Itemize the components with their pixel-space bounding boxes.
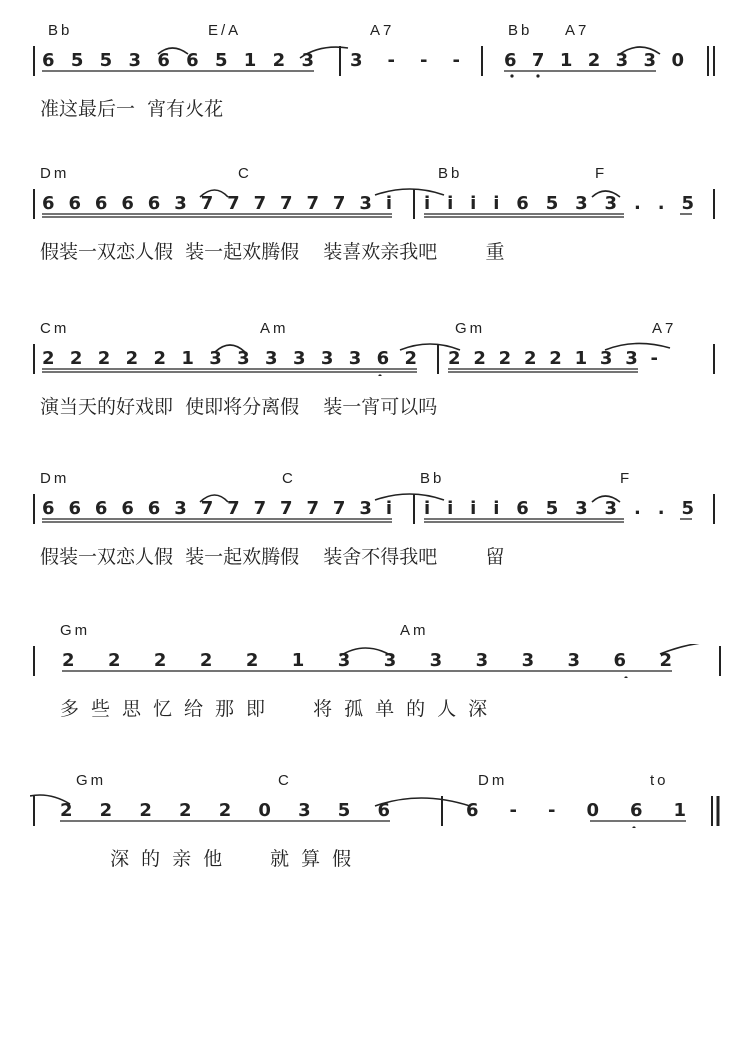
- measure-notes: 3 - - -: [350, 50, 460, 71]
- notation-row: [30, 342, 730, 376]
- measure-notes: 6 7 1 2 3 3 0: [504, 50, 684, 71]
- chord-row: [30, 22, 730, 40]
- lyric-line: 假装一双恋人假 装一起欢腾假 装喜欢亲我吧 重: [40, 241, 505, 263]
- measure-notes: 2 2 2 2 2 1 3 3 -: [448, 348, 658, 369]
- chord: Gm: [76, 772, 107, 789]
- chord-row: [30, 320, 730, 338]
- chord: Bb: [48, 22, 73, 39]
- system-2: [30, 165, 730, 275]
- chord: F: [620, 470, 633, 487]
- measure-notes: i i i i 6 5 3 3 . . 5: [424, 193, 694, 214]
- chord: A7: [652, 320, 677, 337]
- lyric-line: 准这最后一 宵有火花: [40, 98, 224, 120]
- chord: Dm: [40, 165, 70, 182]
- lyric-line: 深的亲他 就算假: [74, 848, 364, 870]
- chord: Bb: [420, 470, 445, 487]
- measure-notes: 6 6 6 6 6 3 7 7 7 7 7 7 3 i: [42, 193, 392, 214]
- chord-row: [30, 470, 730, 488]
- system-3: [30, 320, 730, 430]
- system-1: [30, 22, 730, 132]
- measure-notes: 2 2 2 2 2 0 3 5 6: [60, 800, 390, 821]
- notation-row: [30, 644, 730, 678]
- lyric-line: 多些思忆给那即 将孤单的人深: [60, 698, 500, 720]
- measure-notes: i i i i 6 5 3 3 . . 5: [424, 498, 694, 519]
- chord: A7: [370, 22, 395, 39]
- chord: Am: [260, 320, 289, 337]
- measure-notes: 2 2 2 2 2 1 3 3 3 3 3 3 6 2: [42, 348, 418, 369]
- measure-notes: 6 5 5 3 6 6 5 1 2 3: [42, 50, 314, 71]
- system-6: [30, 772, 730, 882]
- chord: A7: [565, 22, 590, 39]
- chord-row: [30, 165, 730, 183]
- system-4: [30, 470, 730, 580]
- chord: E/A: [208, 22, 242, 39]
- chord: Dm: [478, 772, 508, 789]
- chord: to: [650, 772, 669, 789]
- chord: Cm: [40, 320, 70, 337]
- notation-row: [30, 794, 730, 828]
- chord: Bb: [438, 165, 463, 182]
- lyric-line: 演当天的好戏即 使即将分离假 装一宵可以吗: [40, 396, 438, 418]
- chord: Am: [400, 622, 429, 639]
- measure-notes: 2 2 2 2 2 1 3 3 3 3 3 3 6 2: [62, 650, 672, 671]
- notation-row: [30, 492, 730, 526]
- chord: C: [282, 470, 296, 487]
- chord: Dm: [40, 470, 70, 487]
- measure-notes: 6 - - 0 6 1: [466, 800, 686, 821]
- chord: Gm: [60, 622, 91, 639]
- chord: Bb: [508, 22, 533, 39]
- chord: C: [278, 772, 292, 789]
- chord: C: [238, 165, 252, 182]
- chord: F: [595, 165, 608, 182]
- measure-notes: 6 6 6 6 6 3 7 7 7 7 7 7 3 i: [42, 498, 392, 519]
- notation-row: [30, 187, 730, 221]
- system-5: [30, 622, 730, 732]
- chord-row: [30, 772, 730, 790]
- notation-row: [30, 44, 730, 78]
- chord: Gm: [455, 320, 486, 337]
- lyric-line: 假装一双恋人假 装一起欢腾假 装舍不得我吧 留: [40, 546, 505, 568]
- chord-row: [30, 622, 730, 640]
